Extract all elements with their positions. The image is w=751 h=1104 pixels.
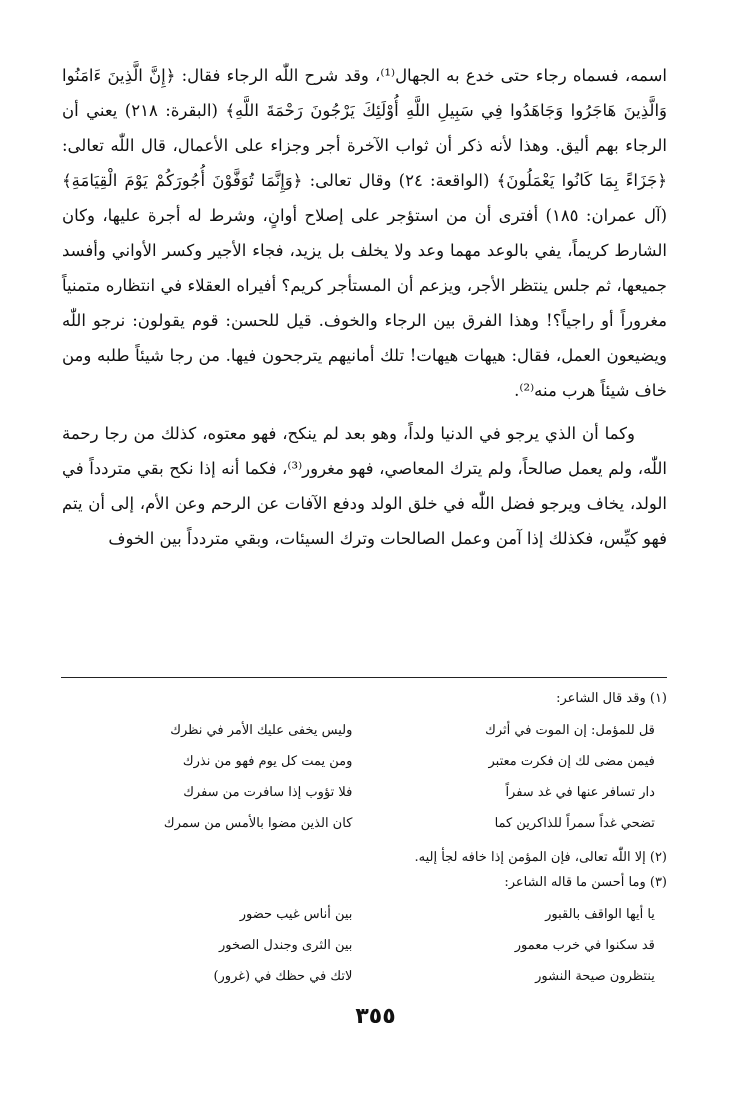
footnotes (62, 686, 667, 998)
verse-second-half: فلا تؤوب إذا سافرت من سفرك (183, 785, 353, 800)
poem-verse (62, 715, 667, 746)
verse-second-half: كان الذين مضوا بالأمس من سمرك (163, 816, 353, 831)
verse-first-half: فيمن مضى لك إن فكرت معتبر (488, 754, 655, 769)
verse-second-half: بين أناس غيب حضور (239, 907, 353, 922)
paragraph-2: وكما أن الذي يرجو في الدنيا ولداً، وهو بعد لم ينكح، فهو معتوه، كذلك من رجا رحمة اللّٰه، ولم يعمل صالحاً، ولم يترك المعاصي، فهو مغرور⁽³⁾، فكما أنه إذا نكح بقي متردداً في الولد، يخاف ويرجو فضل اللّٰه في خلق الولد ودفع الآفات عن الرحم وعن الأم، إلى أن يتم فهو كيِّس، فكذلك إذا آمن وعمل الصالحات وترك السيئات، وبقي متردداً بين الخوف (62, 424, 667, 548)
verse-second-half: وليس يخفى عليك الأمر في نظرك (170, 723, 353, 738)
verse-second-half: ومن يمت كل يوم فهو من نذرك (182, 754, 353, 769)
verse-second-half: لاتك في حظك في (غرور) (213, 969, 353, 984)
main-text (62, 58, 667, 556)
poem-verse (62, 808, 667, 839)
poem-verse (62, 899, 667, 930)
verse-first-half: ينتظرون صيحة النشور (535, 969, 655, 984)
verse-first-half: يا أيها الواقف بالقبور (545, 907, 655, 922)
verse-first-half: تضحي غداً سمراً للذاكرين كما (494, 816, 655, 831)
poem-verse (62, 961, 667, 992)
poem-verse (62, 777, 667, 808)
footnote-2: (٢) إلا اللّٰه تعالى، فإن المؤمن إذا خافه لجأ إليه. (414, 850, 667, 865)
footnote-3-poem (62, 899, 667, 992)
footnote-1-poem (62, 715, 667, 839)
paragraph-1: اسمه، فسماه رجاء حتى خدع به الجهال⁽¹⁾، وقد شرح اللّٰه الرجاء فقال: ﴿إِنَّ الَّذِينَ ءَامَنُوا وَالَّذِينَ هَاجَرُوا وَجَاهَدُوا فِي سَبِيلِ اللَّهِ أُوْلَئِكَ يَرْجُونَ رَحْمَةَ اللَّهِ﴾ (البقرة: ٢١٨) يعني أن الرجاء بهم أليق. وهذا لأنه ذكر أن ثواب الآخرة أجر وجزاء على الأعمال، قال اللّٰه تعالى: ﴿جَزَاءً بِمَا كَانُوا يَعْمَلُونَ﴾ (الواقعة: ٢٤) وقال تعالى: ﴿وَإِنَّمَا تُوَفَّوْنَ أُجُورَكُمْ يَوْمَ الْقِيَامَةِ﴾ (آل عمران: ١٨٥) أفترى أن من استؤجر على إصلاح أوانٍ، وشرط له أجرة عليها، وكان الشارط كريماً، يفي بالوعد مهما وعد ولا يخلف بل يزيد، فجاء الأجير وكسر الأواني وأفسد جميعها، ثم جلس ينتظر الأجر، ويزعم أن المستأجر كريم؟ أفيراه العقلاء في انتظاره متمنياً مغروراً أو راجياً؟! وهذا الفرق بين الرجاء والخوف. قيل للحسن: قوم يقولون: نرجو اللّٰه ويضيعون العمل، فقال: هيهات هيهات! تلك أمانيهم يترجحون فيها. من رجا شيئاً طلبه ومن خاف شيئاً هرب منه⁽²⁾. (62, 66, 668, 400)
verse-first-half: دار تسافر عنها في غد سفراً (505, 785, 655, 800)
footnote-3-label: (٣) وما أحسن ما قاله الشاعر: (504, 875, 667, 890)
footnote-1-label: (١) وقد قال الشاعر: (556, 691, 667, 706)
verse-first-half: قل للمؤمل: إن الموت في أثرك (485, 723, 655, 738)
poem-verse (62, 746, 667, 777)
page-number: ٣٥٥ (355, 1004, 396, 1029)
poem-verse (62, 930, 667, 961)
verse-first-half: قد سكنوا في خرب معمور (514, 938, 655, 953)
verse-second-half: بين الثرى وجندل الصخور (218, 938, 353, 953)
footnote-divider (61, 677, 667, 678)
